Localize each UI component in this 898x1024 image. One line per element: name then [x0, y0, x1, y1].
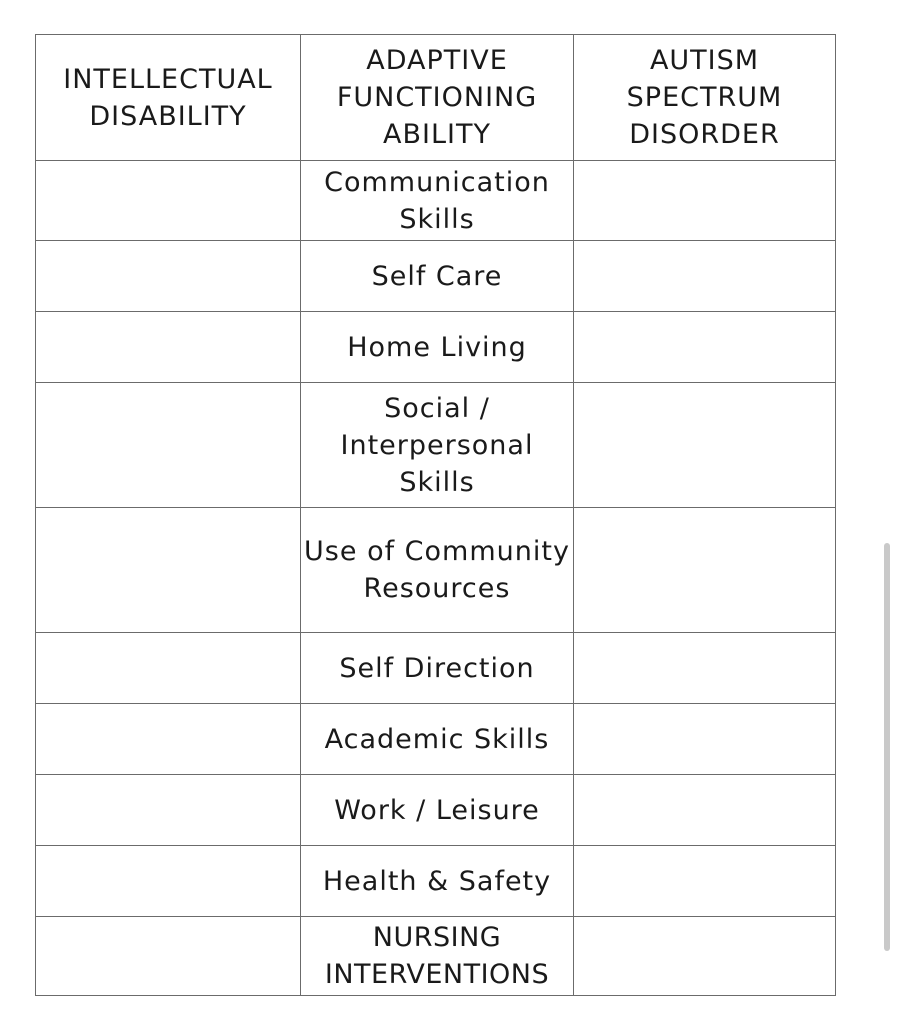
- adaptive-ability-label: Academic Skills: [324, 723, 550, 755]
- vertical-scrollbar[interactable]: [884, 543, 890, 951]
- cell-intellectual-disability: [36, 312, 301, 383]
- header-adaptive-functioning: [301, 35, 574, 161]
- cell-autism-spectrum: [574, 312, 836, 383]
- adaptive-ability-label: Home Living: [347, 331, 527, 363]
- table-row: [36, 508, 836, 633]
- cell-intellectual-disability: [36, 633, 301, 704]
- cell-autism-spectrum: [574, 633, 836, 704]
- cell-autism-spectrum: [574, 775, 836, 846]
- header-autism-spectrum-label: AUTISM SPECTRUM DISORDER: [626, 45, 783, 150]
- cell-intellectual-disability: [36, 241, 301, 312]
- header-row: [36, 35, 836, 161]
- comparison-table: [35, 34, 836, 996]
- cell-autism-spectrum: [574, 704, 836, 775]
- adaptive-ability-label: Social / Interpersonal Skills: [340, 392, 534, 498]
- cell-autism-spectrum: [574, 241, 836, 312]
- adaptive-ability-label: Use of Community Resources: [304, 536, 570, 604]
- table-row: [36, 312, 836, 383]
- adaptive-ability-label: Health & Safety: [322, 865, 552, 897]
- cell-intellectual-disability: [36, 775, 301, 846]
- cell-autism-spectrum: [574, 383, 836, 508]
- adaptive-ability-label: Communication Skills: [324, 166, 550, 235]
- table-row: [36, 161, 836, 241]
- table-row: [36, 241, 836, 312]
- cell-autism-spectrum: [574, 917, 836, 996]
- table-row: [36, 704, 836, 775]
- cell-intellectual-disability: [36, 161, 301, 241]
- cell-adaptive-ability: [301, 775, 574, 846]
- adaptive-ability-label: Self Care: [371, 260, 503, 292]
- cell-intellectual-disability: [36, 704, 301, 775]
- cell-adaptive-ability: [301, 312, 574, 383]
- cell-adaptive-ability: [301, 846, 574, 917]
- cell-adaptive-ability: [301, 917, 574, 996]
- cell-adaptive-ability: [301, 633, 574, 704]
- cell-autism-spectrum: [574, 846, 836, 917]
- header-intellectual-disability-label: INTELLECTUAL DISABILITY: [63, 63, 273, 132]
- cell-adaptive-ability: [301, 508, 574, 633]
- adaptive-ability-label: Self Direction: [339, 652, 535, 684]
- cell-adaptive-ability: [301, 383, 574, 508]
- header-autism-spectrum: [574, 35, 836, 161]
- adaptive-ability-label: Work / Leisure: [334, 794, 540, 826]
- cell-intellectual-disability: [36, 508, 301, 633]
- cell-adaptive-ability: [301, 704, 574, 775]
- cell-autism-spectrum: [574, 161, 836, 241]
- cell-intellectual-disability: [36, 383, 301, 508]
- cell-intellectual-disability: [36, 917, 301, 996]
- table-row: [36, 383, 836, 508]
- cell-adaptive-ability: [301, 241, 574, 312]
- table-row: [36, 917, 836, 996]
- table-row: [36, 846, 836, 917]
- cell-autism-spectrum: [574, 508, 836, 633]
- adaptive-ability-label: NURSING INTERVENTIONS: [324, 922, 550, 990]
- table-row: [36, 775, 836, 846]
- header-intellectual-disability: [36, 35, 301, 161]
- table-row: [36, 633, 836, 704]
- cell-intellectual-disability: [36, 846, 301, 917]
- header-adaptive-functioning-label: ADAPTIVE FUNCTIONING ABILITY: [336, 45, 538, 150]
- cell-adaptive-ability: [301, 161, 574, 241]
